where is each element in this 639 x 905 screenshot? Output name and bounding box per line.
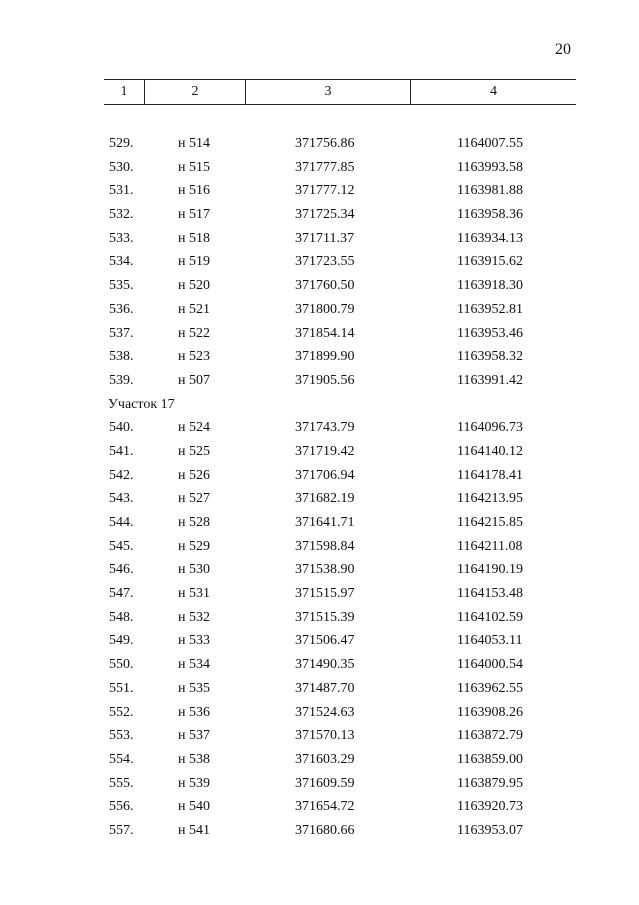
x-coordinate: 371524.63 — [295, 704, 355, 720]
table-row — [0, 795, 639, 819]
y-coordinate: 1164211.08 — [457, 538, 523, 554]
x-coordinate: 371487.70 — [295, 680, 355, 696]
y-coordinate: 1163915.62 — [457, 254, 523, 270]
row-number: 532. — [109, 207, 134, 223]
row-number: 535. — [109, 278, 134, 294]
row-number: 546. — [109, 562, 134, 578]
x-coordinate: 371743.79 — [295, 420, 355, 436]
table-row — [0, 535, 639, 559]
y-coordinate: 1163934.13 — [457, 230, 523, 246]
table-header — [104, 79, 576, 105]
y-coordinate: 1164102.59 — [457, 609, 523, 625]
x-coordinate: 371682.19 — [295, 491, 355, 507]
row-number: 557. — [109, 822, 134, 838]
row-number: 550. — [109, 657, 134, 673]
y-coordinate: 1163859.00 — [457, 751, 523, 767]
y-coordinate: 1163953.46 — [457, 325, 523, 341]
x-coordinate: 371854.14 — [295, 325, 355, 341]
x-coordinate: 371777.12 — [295, 183, 355, 199]
header-col-4: 4 — [490, 84, 497, 99]
y-coordinate: 1164140.12 — [457, 443, 523, 459]
row-number: 554. — [109, 751, 134, 767]
point-name: н 534 — [178, 657, 210, 673]
x-coordinate: 371538.90 — [295, 562, 355, 578]
row-number: 530. — [109, 159, 134, 175]
table-row — [0, 748, 639, 772]
y-coordinate: 1164190.19 — [457, 562, 523, 578]
point-name: н 529 — [178, 538, 210, 554]
point-name: н 532 — [178, 609, 210, 625]
point-name: н 517 — [178, 207, 210, 223]
x-coordinate: 371641.71 — [295, 515, 355, 530]
table-row — [0, 606, 639, 630]
row-number: 545. — [109, 538, 134, 554]
y-coordinate: 1164213.95 — [457, 491, 523, 507]
header-col-1: 1 — [104, 80, 145, 104]
x-coordinate: 371515.97 — [295, 586, 355, 602]
table-row — [0, 227, 639, 251]
point-name: н 536 — [178, 704, 210, 720]
y-coordinate: 1163920.73 — [457, 799, 523, 815]
y-coordinate: 1163958.32 — [457, 349, 523, 365]
x-coordinate: 371609.59 — [295, 775, 355, 791]
x-coordinate: 371760.50 — [295, 278, 355, 294]
y-coordinate: 1163953.07 — [457, 822, 523, 838]
point-name: н 520 — [178, 278, 210, 294]
table-row — [0, 677, 639, 701]
y-coordinate: 1163908.26 — [457, 704, 523, 720]
point-name: н 524 — [178, 420, 210, 436]
point-name: н 533 — [178, 633, 210, 649]
x-coordinate: 371603.29 — [295, 751, 355, 767]
table-row — [0, 250, 639, 274]
row-number: 541. — [109, 443, 134, 459]
y-coordinate: 1163993.58 — [457, 159, 523, 175]
row-number: 549. — [109, 633, 134, 649]
row-number: 543. — [109, 491, 134, 507]
point-name: н 521 — [178, 301, 210, 317]
row-number: 542. — [109, 467, 134, 483]
table-row — [0, 156, 639, 180]
row-number: 551. — [109, 680, 134, 696]
coordinates-table-body — [0, 132, 639, 843]
table-row — [0, 369, 639, 393]
point-name: н 523 — [178, 349, 210, 365]
point-name: н 515 — [178, 159, 210, 175]
page-number: 20 — [555, 41, 571, 58]
y-coordinate: 1163991.42 — [457, 372, 523, 388]
x-coordinate: 371719.42 — [295, 443, 355, 459]
x-coordinate: 371680.66 — [295, 822, 355, 838]
table-row — [0, 416, 639, 440]
row-number: 553. — [109, 728, 134, 744]
row-number: 533. — [109, 230, 134, 246]
row-number: 547. — [109, 586, 134, 602]
x-coordinate: 371706.94 — [295, 467, 355, 483]
x-coordinate: 371711.37 — [295, 230, 354, 246]
y-coordinate: 1163879.95 — [457, 775, 523, 791]
table-row — [0, 582, 639, 606]
y-coordinate: 1164215.85 — [457, 515, 523, 530]
row-number: 544. — [109, 515, 134, 530]
point-name: н 538 — [178, 751, 210, 767]
row-number: 529. — [109, 136, 134, 151]
row-number: 555. — [109, 775, 134, 791]
table-row — [0, 345, 639, 369]
x-coordinate: 371506.47 — [295, 633, 355, 649]
y-coordinate: 1163981.88 — [457, 183, 523, 199]
y-coordinate: 1164153.48 — [457, 586, 523, 602]
table-row — [0, 558, 639, 582]
y-coordinate: 1164007.55 — [457, 136, 523, 151]
point-name: н 530 — [178, 562, 210, 578]
point-name: н 531 — [178, 586, 210, 602]
y-coordinate: 1163962.55 — [457, 680, 523, 696]
point-name: н 507 — [178, 372, 210, 388]
table-row — [0, 772, 639, 796]
table-row — [0, 464, 639, 488]
table-row — [0, 487, 639, 511]
point-name: н 519 — [178, 254, 210, 270]
point-name: н 527 — [178, 491, 210, 507]
x-coordinate: 371515.39 — [295, 609, 355, 625]
point-name: н 525 — [178, 443, 210, 459]
table-row — [0, 629, 639, 653]
y-coordinate: 1163872.79 — [457, 728, 523, 744]
table-row — [0, 701, 639, 725]
header-col-2: 2 — [145, 80, 246, 104]
y-coordinate: 1163958.36 — [457, 207, 523, 223]
x-coordinate: 371800.79 — [295, 301, 355, 317]
table-row — [0, 203, 639, 227]
table-row — [0, 653, 639, 677]
row-number: 556. — [109, 799, 134, 815]
y-coordinate: 1164178.41 — [457, 467, 523, 483]
section-title: Участок 17 — [108, 396, 175, 412]
point-name: н 535 — [178, 680, 210, 696]
row-number: 552. — [109, 704, 134, 720]
x-coordinate: 371723.55 — [295, 254, 355, 270]
x-coordinate: 371777.85 — [295, 159, 355, 175]
point-name: н 541 — [178, 822, 210, 838]
table-row — [0, 724, 639, 748]
x-coordinate: 371905.56 — [295, 372, 355, 388]
row-number: 531. — [109, 183, 134, 199]
point-name: н 518 — [178, 230, 210, 246]
table-row — [0, 511, 639, 535]
row-number: 536. — [109, 301, 134, 317]
point-name: н 522 — [178, 325, 210, 341]
table-row — [0, 322, 639, 346]
row-number: 540. — [109, 420, 134, 436]
x-coordinate: 371899.90 — [295, 349, 355, 365]
y-coordinate: 1164053.11 — [457, 633, 523, 649]
row-number: 538. — [109, 349, 134, 365]
y-coordinate: 1164096.73 — [457, 420, 523, 436]
y-coordinate: 1163918.30 — [457, 278, 523, 294]
point-name: н 537 — [178, 728, 210, 744]
point-name: н 540 — [178, 799, 210, 815]
table-row — [0, 819, 639, 843]
x-coordinate: 371725.34 — [295, 207, 355, 223]
point-name: н 514 — [178, 136, 210, 151]
x-coordinate: 371598.84 — [295, 538, 355, 554]
point-name: н 539 — [178, 775, 210, 791]
x-coordinate: 371756.86 — [295, 136, 355, 151]
table-row — [0, 132, 639, 156]
row-number: 548. — [109, 609, 134, 625]
y-coordinate: 1163952.81 — [457, 301, 523, 317]
point-name: н 526 — [178, 467, 210, 483]
row-number: 539. — [109, 372, 134, 388]
x-coordinate: 371490.35 — [295, 657, 355, 673]
table-row — [0, 298, 639, 322]
x-coordinate: 371654.72 — [295, 799, 355, 815]
table-row — [0, 179, 639, 203]
point-name: н 528 — [178, 515, 210, 530]
header-col-3: 3 — [246, 80, 411, 104]
row-number: 537. — [109, 325, 134, 341]
point-name: н 516 — [178, 183, 210, 199]
table-row — [0, 440, 639, 464]
y-coordinate: 1164000.54 — [457, 657, 523, 673]
row-number: 534. — [109, 254, 134, 270]
section-heading-row — [0, 393, 639, 417]
table-row — [0, 274, 639, 298]
x-coordinate: 371570.13 — [295, 728, 355, 744]
